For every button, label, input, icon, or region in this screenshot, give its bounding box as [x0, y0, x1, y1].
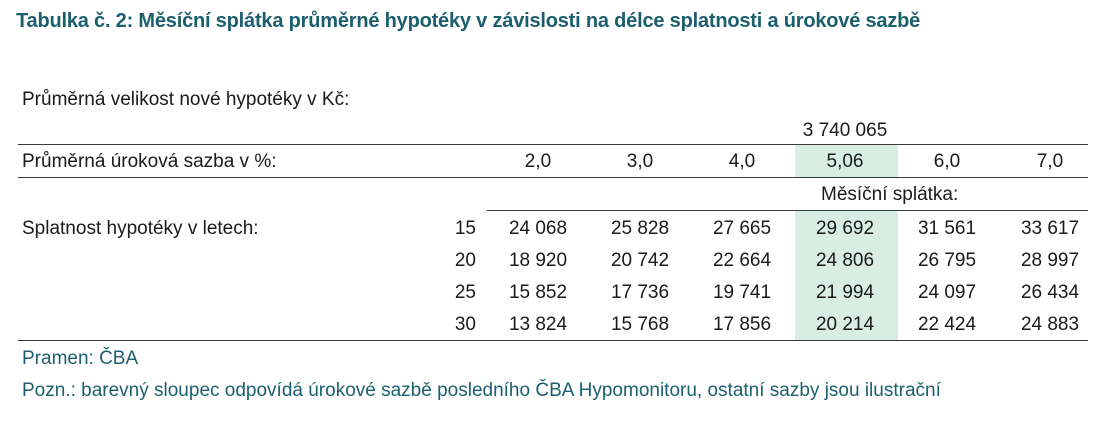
- rate-header: 5,06: [826, 151, 864, 172]
- payment-cell: 19 741: [712, 282, 772, 303]
- source-note: Pramen: ČBA: [22, 348, 139, 369]
- rule-bottom: [18, 340, 1088, 341]
- term-label: Splatnost hypotéky v letech:: [22, 218, 259, 239]
- payment-cell: 26 434: [1020, 282, 1080, 303]
- rule-payment-header: [487, 210, 1088, 211]
- average-size-value: 3 740 065: [802, 120, 888, 141]
- payment-cell: 17 736: [610, 282, 670, 303]
- term-years: 25: [454, 282, 476, 303]
- footnote: Pozn.: barevný sloupec odpovídá úrokové sazbě posledního ČBA Hypomonitoru, ostatní sazby jsou ilustrační: [22, 380, 941, 401]
- payment-cell: 20 742: [610, 250, 670, 271]
- payment-cell: 15 768: [610, 314, 670, 335]
- rate-header: 4,0: [728, 151, 756, 172]
- term-years: 20: [454, 250, 476, 271]
- payment-cell: 24 883: [1020, 314, 1080, 335]
- rate-header: 2,0: [524, 151, 552, 172]
- highlighted-column: [795, 144, 898, 340]
- payment-cell: 33 617: [1020, 218, 1080, 239]
- payment-cell: 22 664: [712, 250, 772, 271]
- payment-cell: 17 856: [712, 314, 772, 335]
- rate-label: Průměrná úroková sazba v %:: [22, 151, 277, 172]
- payment-label: Měsíční splátka:: [821, 184, 959, 205]
- payment-cell: 13 824: [508, 314, 568, 335]
- term-years: 30: [454, 314, 476, 335]
- payment-cell: 24 097: [917, 282, 977, 303]
- payment-cell: 24 806: [815, 250, 875, 271]
- table-title: Tabulka č. 2: Měsíční splátka průměrné hypotéky v závislosti na délce splatnosti a úrokové sazbě: [16, 10, 921, 32]
- payment-cell: 18 920: [508, 250, 568, 271]
- average-size-label: Průměrná velikost nové hypotéky v Kč:: [22, 89, 350, 110]
- term-years: 15: [454, 218, 476, 239]
- payment-cell: 20 214: [815, 314, 875, 335]
- payment-cell: 25 828: [610, 218, 670, 239]
- payment-cell: 29 692: [815, 218, 875, 239]
- payment-cell: 22 424: [917, 314, 977, 335]
- payment-cell: 24 068: [508, 218, 568, 239]
- payment-cell: 31 561: [917, 218, 977, 239]
- rule-top: [18, 144, 1088, 145]
- payment-cell: 26 795: [917, 250, 977, 271]
- payment-cell: 27 665: [712, 218, 772, 239]
- payment-cell: 15 852: [508, 282, 568, 303]
- payment-cell: 28 997: [1020, 250, 1080, 271]
- rule-rates-bottom: [18, 177, 1088, 178]
- rate-header: 6,0: [933, 151, 961, 172]
- rate-header: 3,0: [626, 151, 654, 172]
- rate-header: 7,0: [1036, 151, 1064, 172]
- payment-cell: 21 994: [815, 282, 875, 303]
